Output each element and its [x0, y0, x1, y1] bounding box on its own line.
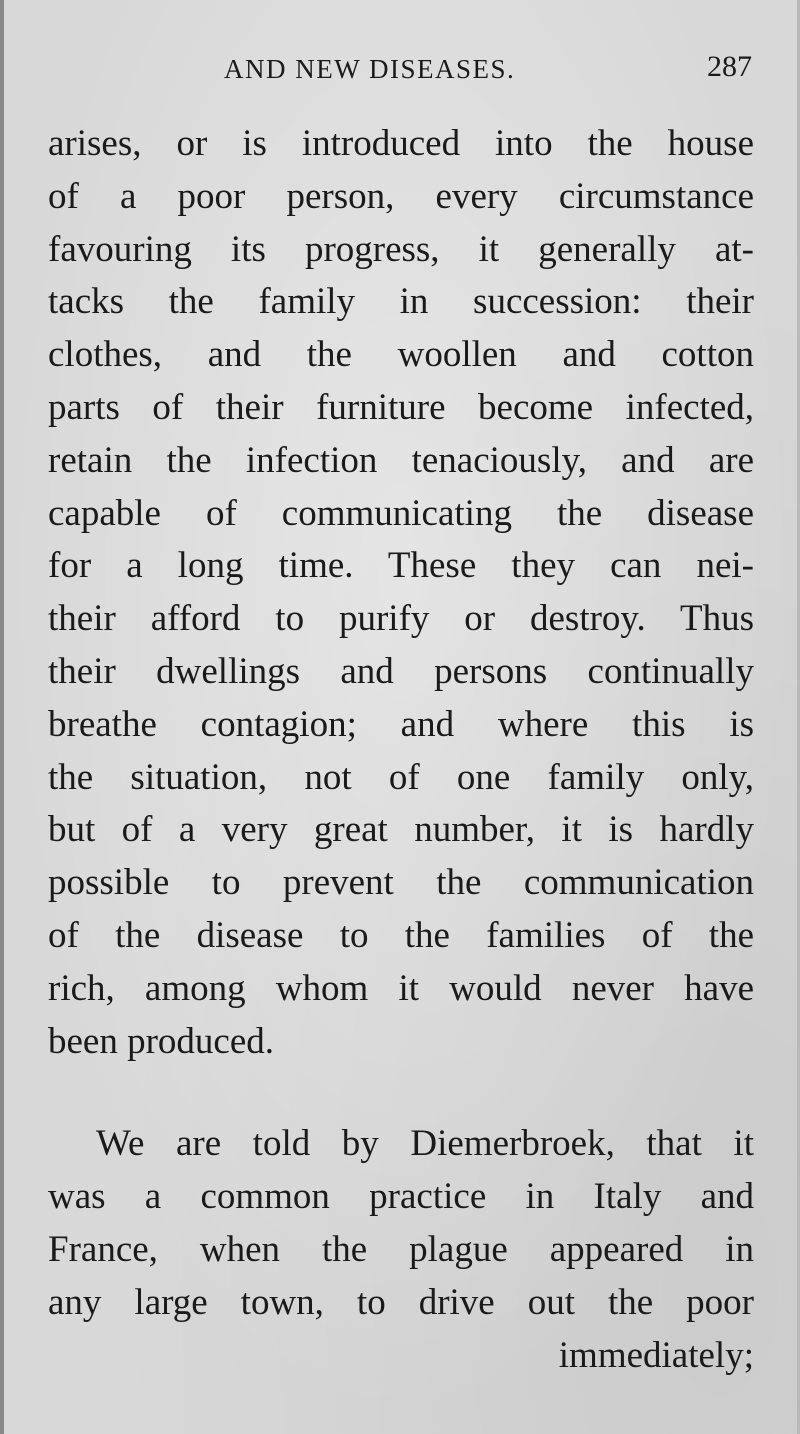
text-line: retain the infection tenaciously, and are	[48, 439, 754, 481]
text-line: breathe contagion; and where this is	[48, 703, 754, 745]
text-line: clothes, and the woollen and cotton	[48, 334, 754, 376]
text-line: their afford to purify or destroy. Thus	[48, 598, 754, 640]
text-line: rich, among whom it would never have	[48, 967, 754, 1009]
catchword-line: immediately;	[558, 1334, 754, 1376]
text-line: the situation, not of one family only,	[48, 756, 754, 798]
paragraph	[48, 1118, 754, 1382]
text-line: parts of their furniture become infected,	[48, 386, 754, 428]
text-line: their dwellings and persons continually	[48, 650, 754, 692]
text-line: but of a very great number, it is hardly	[48, 809, 754, 851]
text-line: capable of communicating the disease	[48, 492, 754, 534]
page-binding-edge	[0, 0, 4, 1434]
text-line: for a long time. These they can nei-	[48, 545, 754, 587]
text-line: of the disease to the families of the	[48, 914, 754, 956]
paragraph	[48, 118, 754, 1068]
text-line: We are told by Diemerbroek, that it	[96, 1123, 754, 1165]
text-line: tacks the family in succession: their	[48, 281, 754, 323]
running-head: AND NEW DISEASES.	[224, 54, 516, 84]
page-body	[48, 118, 754, 1382]
text-line: of a poor person, every circumstance	[48, 175, 754, 217]
text-line: arises, or is introduced into the house	[48, 123, 754, 164]
page-header	[48, 46, 754, 92]
text-line: been produced.	[48, 1020, 275, 1062]
text-line: favouring its progress, it generally at-	[48, 228, 754, 270]
paragraph-spacer	[48, 1068, 754, 1118]
text-line: any large town, to drive out the poor	[48, 1281, 754, 1323]
text-line: possible to prevent the communication	[48, 862, 754, 904]
text-line: France, when the plague appeared in	[48, 1228, 754, 1270]
text-line: was a common practice in Italy and	[48, 1176, 754, 1218]
page-number: 287	[707, 50, 752, 83]
